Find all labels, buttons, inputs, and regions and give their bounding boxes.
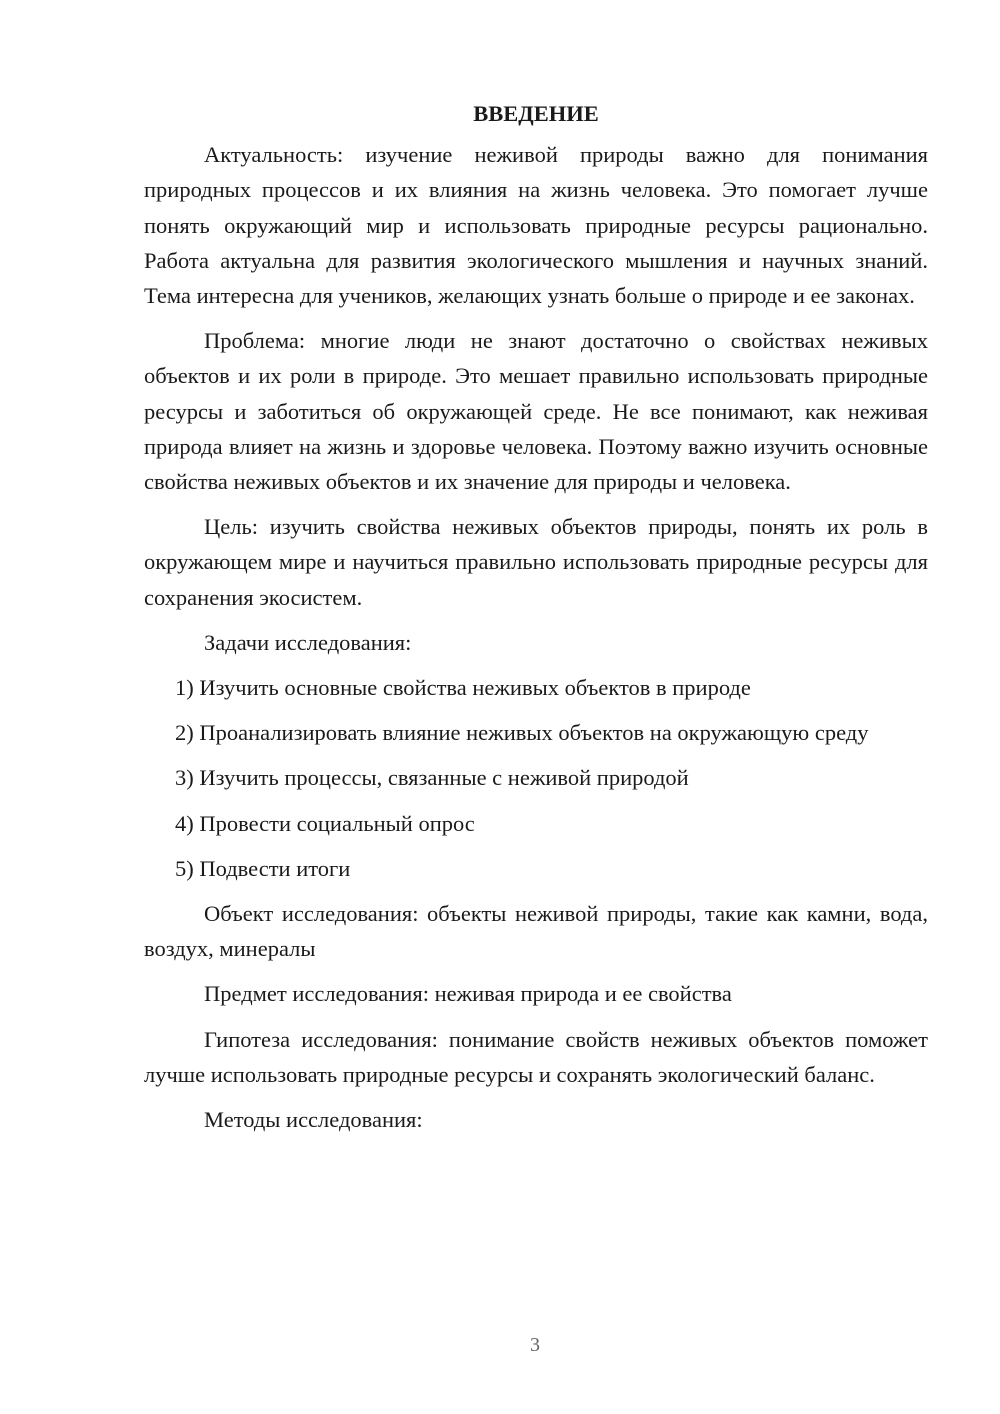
task-item-1: 1) Изучить основные свойства неживых объектов в природе	[175, 675, 751, 701]
task-item-3: 3) Изучить процессы, связанные с неживой природой	[175, 765, 689, 791]
goal-paragraph: Цель: изучить свойства неживых объектов природы, понять их роль в окружающем мире и научиться правильно использовать природные ресурсы для сохранения экосистем.	[144, 514, 928, 610]
page-number: 3	[530, 1334, 540, 1356]
relevance-paragraph: Актуальность: изучение неживой природы важно для понимания природных процессов и их влияния на жизнь человека. Это помогает лучше понять окружающий мир и использовать природные ресурсы рационально. Работа актуальна для развития экологического мышления и научных знаний. Тема интересна для учеников, желающих узнать больше о природе и ее законах.	[144, 142, 928, 309]
subject-paragraph: Предмет исследования: неживая природа и ее свойства	[204, 981, 732, 1007]
task-item-2: 2) Проанализировать влияние неживых объектов на окружающую среду	[175, 720, 869, 746]
section-title: ВВЕДЕНИЕ	[473, 101, 599, 126]
hypothesis-paragraph: Гипотеза исследования: понимание свойств неживых объектов поможет лучше использовать природные ресурсы и сохранять экологический баланс.	[144, 1026, 928, 1087]
document-body	[144, 96, 928, 1147]
task-item-4: 4) Провести социальный опрос	[175, 810, 475, 836]
methods-heading: Методы исследования:	[204, 1107, 423, 1133]
object-paragraph: Объект исследования: объекты неживой природы, такие как камни, вода, воздух, минералы	[144, 901, 928, 962]
problem-paragraph: Проблема: многие люди не знают достаточно о свойствах неживых объектов и их роли в природе. Это мешает правильно использовать природные ресурсы и заботиться об окружающей среде. Не все понимают, как неживая природа влияет на жизнь и здоровье человека. Поэтому важно изучить основные свойства неживых объектов и их значение для природы и человека.	[144, 328, 928, 495]
tasks-heading: Задачи исследования:	[204, 629, 412, 655]
task-item-5: 5) Подвести итоги	[175, 855, 351, 881]
